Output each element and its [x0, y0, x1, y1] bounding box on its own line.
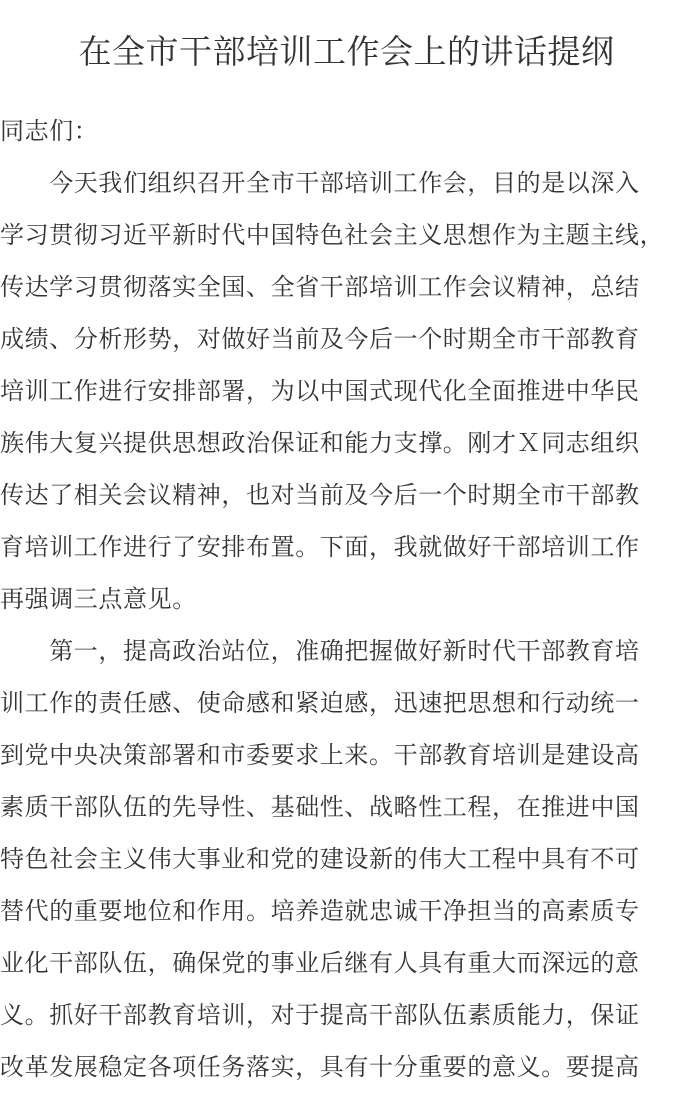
body-line: 业化干部队伍，确保党的事业后继有人具有重大而深远的意	[0, 949, 640, 977]
body-line: 素质干部队伍的先导性、基础性、战略性工程，在推进中国	[0, 793, 640, 821]
body-line: 培训工作进行安排部署，为以中国式现代化全面推进中华民	[0, 377, 640, 405]
body-line: 特色社会主义伟大事业和党的建设新的伟大工程中具有不可	[0, 845, 640, 873]
body-line: 训工作的责任感、使命感和紧迫感，迅速把思想和行动统一	[0, 689, 640, 717]
body-line: 育培训工作进行了安排布置。下面，我就做好干部培训工作	[0, 533, 640, 561]
body-line: 第一，提高政治站位，准确把握做好新时代干部教育培	[0, 637, 640, 665]
document-title: 在全市干部培训工作会上的讲话提纲	[78, 32, 615, 71]
body-line: 替代的重要地位和作用。培养造就忠诚干净担当的高素质专	[0, 897, 640, 925]
body-line: 成绩、分析形势，对做好当前及今后一个时期全市干部教育	[0, 325, 640, 353]
body-line: 族伟大复兴提供思想政治保证和能力支撑。刚才Ｘ同志组织	[0, 429, 640, 457]
body-line: 学习贯彻习近平新时代中国特色社会主义思想作为主题主线，	[0, 221, 665, 249]
body-line: 到党中央决策部署和市委要求上来。干部教育培训是建设高	[0, 741, 640, 769]
body-line: 改革发展稳定各项任务落实，具有十分重要的意义。要提高	[0, 1053, 640, 1081]
salutation: 同志们：	[0, 117, 99, 145]
body-line: 今天我们组织召开全市干部培训工作会，目的是以深入	[0, 169, 640, 197]
body-line: 传达了相关会议精神，也对当前及今后一个时期全市干部教	[0, 481, 640, 509]
body-line: 再强调三点意见。	[0, 585, 197, 613]
body-line: 传达学习贯彻落实全国、全省干部培训工作会议精神，总结	[0, 273, 640, 301]
body-line: 义。抓好干部教育培训，对于提高干部队伍素质能力，保证	[0, 1001, 640, 1029]
